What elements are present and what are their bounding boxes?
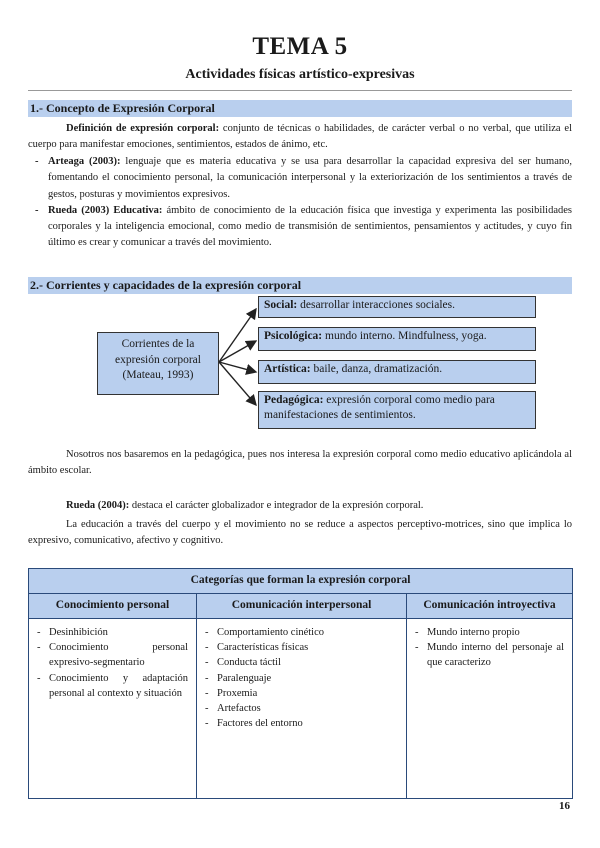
- list-item: - Conocimiento personal expresivo-segmentario: [35, 640, 188, 670]
- current-text: mundo interno. Mindfulness, yoga.: [322, 330, 487, 342]
- page-title: TEMA 5: [252, 33, 348, 60]
- list-item: - Mundo interno propio: [413, 625, 564, 640]
- column-header: Comunicación interpersonal: [197, 594, 407, 619]
- current-psicologica: [258, 327, 536, 351]
- author-text: ámbito de conocimiento de la educación física que investiga y experimenta las posibilidades corporales y la inteligencia emocional, como medio de transmisión de sentimientos, pensamientos y actitudes, y cuyo fin último es crear y comunicar a través del movimiento.: [48, 204, 572, 249]
- paragraph-pedagogica: Nosotros nos basaremos en la pedagógica, pues nos interesa la expresión corporal como medio educativo aplicándola al ámbito escolar.: [28, 449, 572, 477]
- author-definitions-list: [28, 154, 572, 252]
- rueda-term: Rueda (2004):: [66, 500, 130, 511]
- list-item: [28, 154, 572, 203]
- table-row: [29, 619, 573, 799]
- rueda-text: destaca el carácter globalizador e integrador de la expresión corporal.: [129, 500, 424, 511]
- arrow-pedagogica: [219, 362, 256, 405]
- paragraph-rueda: [28, 498, 572, 514]
- arrow-psicologica: [219, 341, 256, 362]
- current-term: Social:: [264, 299, 298, 311]
- categories-table: [28, 568, 573, 799]
- current-term: Artística:: [264, 363, 311, 375]
- table-title: Categorías que forman la expresión corporal: [29, 569, 573, 594]
- column-header: Comunicación introyectiva: [407, 594, 573, 619]
- section-heading-concepto: 1.- Concepto de Expresión Corporal: [28, 100, 572, 117]
- current-term: Psicológica:: [264, 330, 323, 342]
- arrow-artistica: [219, 362, 256, 372]
- list-item: - Características físicas: [203, 640, 398, 655]
- definition-paragraph: [28, 121, 572, 154]
- list-item: - Conducta táctil: [203, 655, 398, 670]
- current-text: baile, danza, dramatización.: [310, 363, 443, 375]
- list-item: - Desinhibición: [35, 625, 188, 640]
- current-text: expresión corporal como medio para manifestaciones de sentimientos.: [264, 394, 495, 421]
- current-term: Pedagógica:: [264, 394, 324, 406]
- section-heading-corrientes: 2.- Corrientes y capacidades de la expresión corporal: [28, 277, 572, 294]
- table-cell: [407, 619, 573, 799]
- list-item: - Comportamiento cinético: [203, 625, 398, 640]
- author-term: Arteaga (2003):: [48, 156, 121, 167]
- definition-text: conjunto de técnicas o habilidades, de carácter verbal o no verbal, que utiliza el cuerpo para manifestar emociones, sentimientos, estados de ánimo, etc.: [28, 123, 572, 151]
- table-cell: [29, 619, 197, 799]
- paragraph-educacion: La educación a través del cuerpo y el movimiento no se reduce a aspectos perceptivo-motrices, sino que implica lo expresivo, comunicativo, afectivo y cognitivo.: [28, 519, 572, 547]
- title-divider: [28, 90, 572, 91]
- author-text: lenguaje que es materia educativa y se usa para desarrollar la capacidad expresiva del ser humano, fomentando el conocimiento personal, la comunicación interpersonal y la exteriorización de los sentimientos a través de gestos, posturas y movimientos expresivos.: [48, 156, 573, 200]
- current-pedagogica: [258, 391, 536, 429]
- author-term: Rueda (2003) Educativa:: [48, 204, 163, 216]
- list-item: - Mundo interno del personaje al que caracterizo: [413, 640, 564, 670]
- arrow-social: [219, 309, 256, 362]
- current-social: [258, 296, 536, 318]
- column-header: Conocimiento personal: [29, 594, 197, 619]
- list-item: - Artefactos: [203, 701, 398, 716]
- page-number: 16: [559, 800, 570, 812]
- table-cell: [197, 619, 407, 799]
- current-artistica: [258, 360, 536, 384]
- list-item: - Conocimiento y adaptación personal al contexto y situación: [35, 671, 188, 701]
- current-text: desarrollar interacciones sociales.: [297, 299, 455, 311]
- list-item: - Factores del entorno: [203, 716, 398, 731]
- list-item: [28, 203, 572, 252]
- currents-center-box: Corrientes de la expresión corporal (Mateau, 1993): [97, 332, 219, 395]
- list-item: - Proxemia: [203, 686, 398, 701]
- page-subtitle: Actividades físicas artístico-expresivas: [185, 67, 415, 82]
- definition-term: Definición de expresión corporal:: [66, 123, 220, 134]
- list-item: - Paralenguaje: [203, 671, 398, 686]
